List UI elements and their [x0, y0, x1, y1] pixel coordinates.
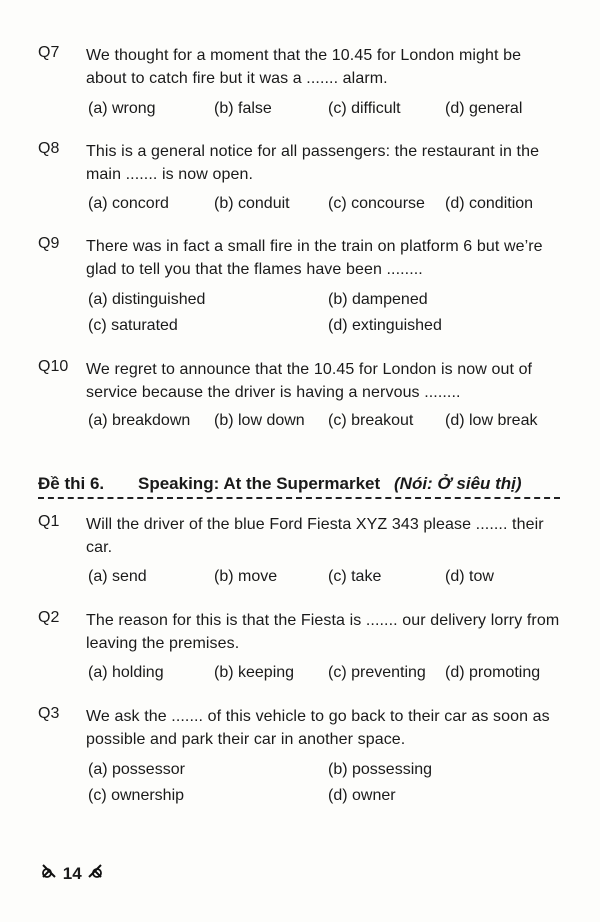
option-d: (d) owner — [328, 787, 396, 804]
question-text: This is a general notice for all passengers: the restaurant in the main ....... is now open. — [86, 143, 540, 183]
option-b: (b) dampened — [328, 291, 428, 308]
question-number: Q8 — [38, 140, 60, 157]
option-b: (b) move — [214, 568, 278, 585]
option-a: (a) possessor — [88, 761, 185, 778]
page-footer — [40, 862, 104, 885]
option-b: (b) keeping — [214, 664, 295, 681]
ornament-right-icon — [86, 862, 104, 885]
option-c: (c) take — [328, 568, 382, 585]
option-b: (b) possessing — [328, 761, 433, 778]
option-c: (c) breakout — [328, 412, 414, 429]
section-subtitle: (Nói: Ở siêu thị) — [394, 474, 522, 493]
page-number: 14 — [62, 863, 82, 883]
option-c: (c) ownership — [88, 787, 185, 804]
question-text: We regret to announce that the 10.45 for London is now out of service because the driver is having a nervous ........ — [86, 361, 533, 401]
question-text: Will the driver of the blue Ford Fiesta XYZ 343 please ....... their car. — [86, 516, 544, 556]
option-c: (c) preventing — [328, 664, 426, 681]
question-text: The reason for this is that the Fiesta is ....... our delivery lorry from leaving the premises. — [86, 612, 560, 652]
option-d: (d) promoting — [445, 664, 541, 681]
option-d: (d) general — [445, 100, 523, 117]
question-number: Q3 — [38, 705, 60, 722]
section-title: Speaking: At the Supermarket — [138, 474, 381, 493]
question-number: Q7 — [38, 44, 60, 61]
question-number: Q1 — [38, 513, 60, 530]
option-d: (d) low break — [445, 412, 538, 429]
ornament-left-icon — [40, 862, 58, 885]
option-b: (b) conduit — [214, 195, 290, 212]
option-a: (a) concord — [88, 195, 169, 212]
option-a: (a) holding — [88, 664, 164, 681]
question-number: Q10 — [38, 358, 69, 375]
question-text: We ask the ....... of this vehicle to go back to their car as soon as possible and park their car in another space. — [86, 708, 550, 748]
option-a: (a) breakdown — [88, 412, 191, 429]
section-divider — [38, 497, 560, 499]
option-d: (d) tow — [445, 568, 494, 585]
question-text: There was in fact a small fire in the train on platform 6 but we’re glad to tell you that the flames have been ........ — [86, 238, 543, 278]
option-a: (a) wrong — [88, 100, 156, 117]
option-c: (c) concourse — [328, 195, 425, 212]
section-label: Đề thi 6. — [38, 474, 105, 493]
option-a: (a) send — [88, 568, 147, 585]
option-b: (b) low down — [214, 412, 305, 429]
question-text: We thought for a moment that the 10.45 for London might be about to catch fire but it was a ....... alarm. — [86, 47, 522, 87]
option-b: (b) false — [214, 100, 272, 117]
option-a: (a) distinguished — [88, 291, 206, 308]
question-number: Q2 — [38, 609, 60, 626]
question-number: Q9 — [38, 235, 60, 252]
option-c: (c) difficult — [328, 100, 401, 117]
option-c: (c) saturated — [88, 317, 178, 334]
option-d: (d) condition — [445, 195, 534, 212]
option-d: (d) extinguished — [328, 317, 442, 334]
